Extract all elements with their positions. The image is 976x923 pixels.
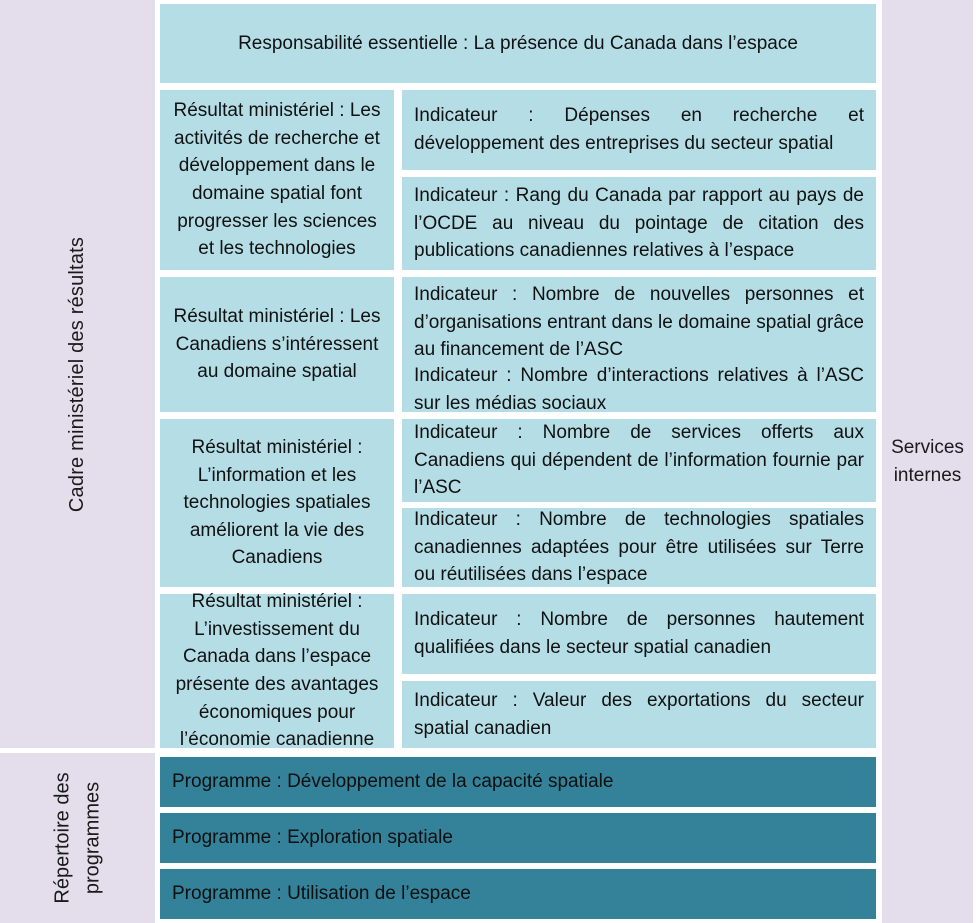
program-label: Programme : Utilisation de l’espace <box>172 883 471 904</box>
departmental-result-cell <box>160 277 394 412</box>
departmental-result-cell <box>160 419 394 587</box>
rail-internal-services-label: Services internes <box>891 436 964 486</box>
indicator-label: Indicateur : Valeur des exportations du secteur spatial canadien <box>414 689 864 739</box>
rail-internal-services <box>882 0 973 923</box>
indicator-label: Indicateur : Nombre d’interactions relatives à l’ASC sur les médias sociaux <box>414 365 864 414</box>
indicator-cell <box>402 277 876 368</box>
indicator-label: Indicateur : Nombre de personnes hautement qualifiées dans le secteur spatial canadien <box>414 609 864 658</box>
indicator-cell <box>402 177 876 270</box>
departmental-result-cell <box>160 591 394 751</box>
departmental-result-label: Résultat ministériel : L’investissement du Canada dans l’espace présente des avantages économiques pour l’économie canadienne <box>175 591 379 751</box>
indicator-cell <box>402 365 876 414</box>
indicator-label: Indicateur : Nombre de services offerts aux Canadiens qui dépendent de l’information fournie par l’ASC <box>414 422 864 499</box>
program-bar <box>160 757 876 807</box>
indicator-cell <box>402 419 876 502</box>
departmental-result-cell <box>160 90 394 270</box>
program-bar <box>160 869 876 919</box>
indicator-cell <box>402 681 876 748</box>
indicator-label: Indicateur : Nombre de nouvelles personnes et d’organisations entrant dans le domaine spatial grâce au financement de l’ASC <box>414 284 864 361</box>
departmental-result-label: Résultat ministériel : Les Canadiens s’intéressent au domaine spatial <box>173 306 381 383</box>
rail-results-framework <box>0 0 155 748</box>
rail-program-inventory <box>0 753 155 923</box>
program-bar <box>160 813 876 863</box>
program-label: Programme : Développement de la capacité spatiale <box>172 771 614 792</box>
indicator-label: Indicateur : Dépenses en recherche et développement des entreprises du secteur spatial <box>414 105 864 154</box>
rail-results-framework-label: Cadre ministériel des résultats <box>66 236 89 512</box>
core-responsibility-label: Responsabilité essentielle : La présence du Canada dans l’espace <box>238 32 798 54</box>
rail-program-inventory-label: Répertoire des programmes <box>51 772 104 904</box>
program-label: Programme : Exploration spatiale <box>172 827 453 848</box>
indicator-cell <box>402 594 876 674</box>
core-responsibility-banner <box>160 4 876 83</box>
indicator-label: Indicateur : Nombre de technologies spatiales canadiennes adaptées pour être utilisées sur Terre ou réutilisées dans l’espace <box>414 509 864 586</box>
departmental-result-label: Résultat ministériel : Les activités de recherche et développement dans le domaine spatial font progresser les sciences et les technologies <box>173 100 381 260</box>
indicator-cell <box>402 90 876 170</box>
indicator-cell <box>402 508 876 587</box>
indicator-label: Indicateur : Rang du Canada par rapport au pays de l’OCDE au niveau du pointage de citation des publications canadiennes relatives à l’espace <box>414 185 864 262</box>
departmental-result-label: Résultat ministériel : L’information et les technologies spatiales améliorent la vie des Canadiens <box>183 437 371 569</box>
